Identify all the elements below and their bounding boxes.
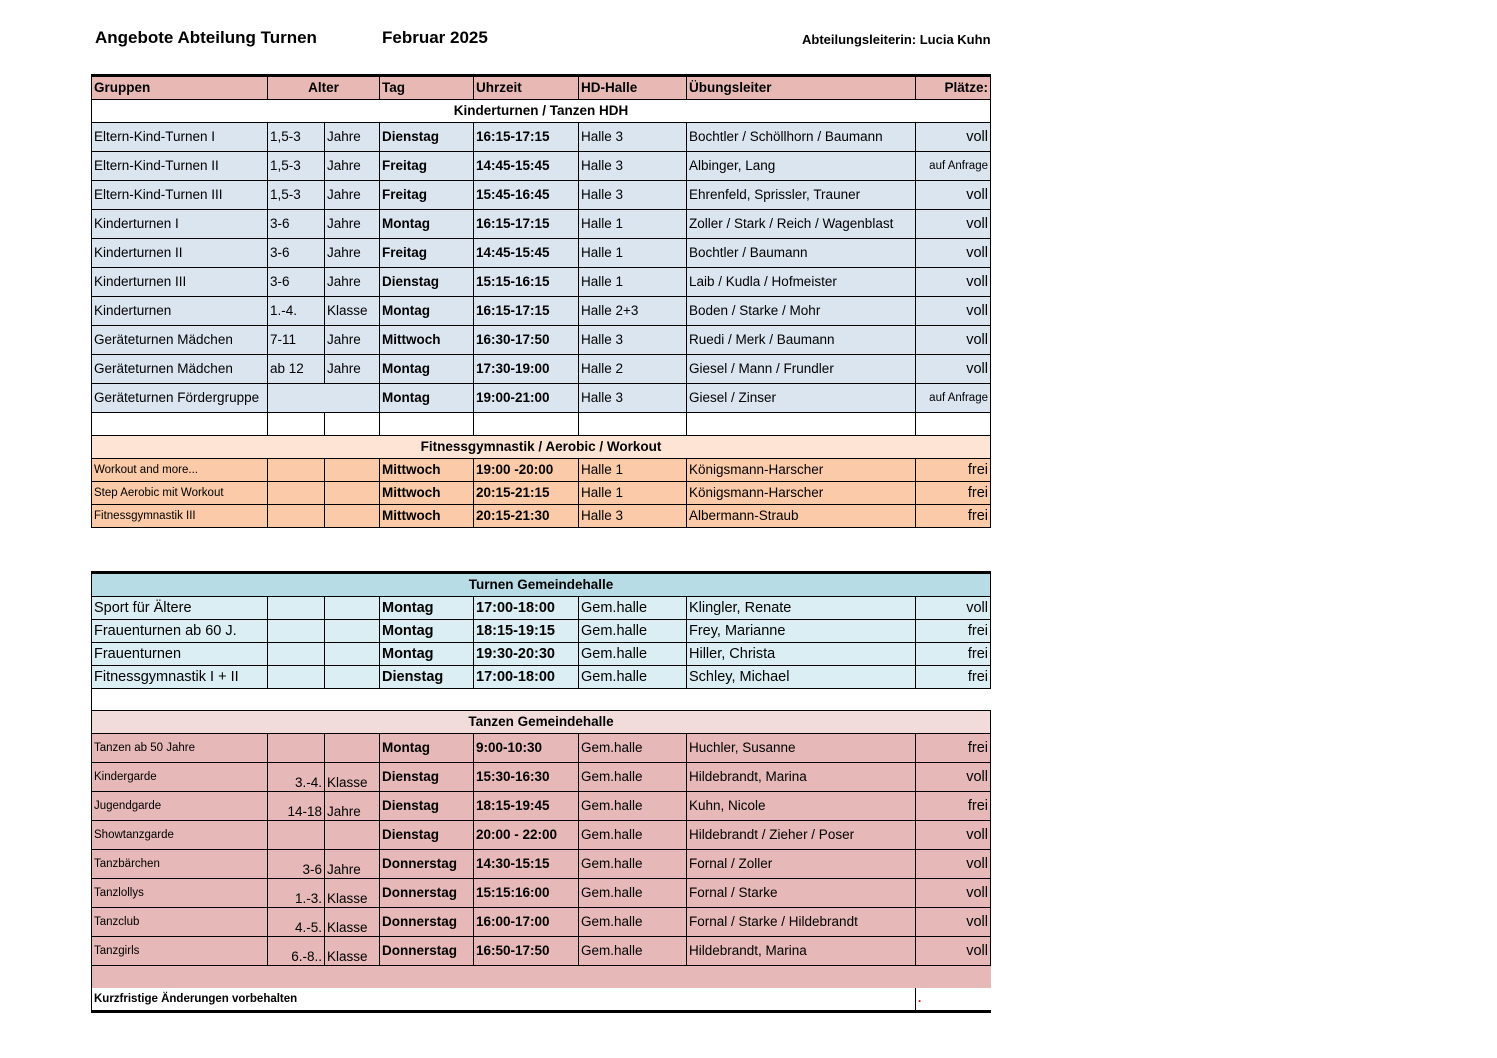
- section-header-row: [92, 573, 991, 597]
- weekday: Montag: [380, 210, 474, 239]
- availability: voll: [916, 908, 991, 937]
- group-name: Geräteturnen Mädchen: [92, 355, 268, 384]
- availability: frei: [916, 666, 991, 689]
- table-row: [92, 355, 991, 384]
- group-name: Showtanzgarde: [92, 821, 268, 850]
- instructor: Boden / Starke / Mohr: [687, 297, 916, 326]
- page-title: Angebote Abteilung Turnen: [95, 28, 317, 47]
- table-header-row: [92, 76, 991, 100]
- availability: voll: [916, 210, 991, 239]
- table-row: [92, 326, 991, 355]
- group-name: Sport für Ältere: [92, 597, 268, 620]
- weekday: Freitag: [380, 239, 474, 268]
- group-name: Tanzen ab 50 Jahre: [92, 734, 268, 763]
- instructor: Kuhn, Nicole: [687, 792, 916, 821]
- availability: frei: [916, 792, 991, 821]
- hall: Gem.halle: [579, 792, 687, 821]
- availability: auf Anfrage: [916, 384, 991, 413]
- availability: voll: [916, 268, 991, 297]
- age-range: [268, 643, 325, 666]
- instructor: Königsmann-Harscher: [687, 459, 916, 482]
- spacer-cell: [92, 966, 991, 989]
- hall: Gem.halle: [579, 666, 687, 689]
- section-header-row: [92, 711, 991, 734]
- section-title-kinderturnen: Kinderturnen / Tanzen HDH: [92, 100, 991, 123]
- instructor: Bochtler / Schöllhorn / Baumann: [687, 123, 916, 152]
- time-slot: 15:30-16:30: [474, 763, 579, 792]
- weekday: Mittwoch: [380, 326, 474, 355]
- age-unit: Jahre: [325, 792, 380, 821]
- instructor: Frey, Marianne: [687, 620, 916, 643]
- hall: Halle 3: [579, 181, 687, 210]
- time-slot: 20:15-21:15: [474, 482, 579, 505]
- col-header-tag: Tag: [380, 76, 474, 100]
- age-unit: Klasse: [325, 879, 380, 908]
- group-name: Eltern-Kind-Turnen II: [92, 152, 268, 181]
- time-slot: 14:30-15:15: [474, 850, 579, 879]
- col-header-alter: Alter: [268, 76, 380, 100]
- group-name: Kindergarde: [92, 763, 268, 792]
- weekday: Donnerstag: [380, 937, 474, 966]
- availability: voll: [916, 123, 991, 152]
- age-range: 3-6: [268, 239, 325, 268]
- footer-row: [92, 988, 991, 1012]
- hall: Halle 2: [579, 355, 687, 384]
- hall: Halle 3: [579, 505, 687, 528]
- weekday: Mittwoch: [380, 459, 474, 482]
- time-slot: 17:00-18:00: [474, 666, 579, 689]
- instructor: Albermann-Straub: [687, 505, 916, 528]
- age-range: ab 12: [268, 355, 325, 384]
- group-name: Kinderturnen I: [92, 210, 268, 239]
- group-name: Geräteturnen Mädchen: [92, 326, 268, 355]
- hall: Halle 3: [579, 384, 687, 413]
- empty-cell: [325, 413, 380, 436]
- weekday: Montag: [380, 297, 474, 326]
- table-row: [92, 620, 991, 643]
- age-range: 6.-8..: [268, 937, 325, 966]
- empty-cell: [916, 413, 991, 436]
- age-unit: [325, 734, 380, 763]
- availability: voll: [916, 937, 991, 966]
- hall: Halle 1: [579, 210, 687, 239]
- availability: voll: [916, 597, 991, 620]
- weekday: Mittwoch: [380, 505, 474, 528]
- availability: voll: [916, 181, 991, 210]
- weekday: Montag: [380, 734, 474, 763]
- group-name: Kinderturnen III: [92, 268, 268, 297]
- time-slot: 16:00-17:00: [474, 908, 579, 937]
- table-row: [92, 482, 991, 505]
- empty-cell: [687, 413, 916, 436]
- weekday: Dienstag: [380, 821, 474, 850]
- availability: voll: [916, 763, 991, 792]
- group-name: Workout and more...: [92, 459, 268, 482]
- age-range: 3-6: [268, 850, 325, 879]
- weekday: Donnerstag: [380, 850, 474, 879]
- availability: frei: [916, 643, 991, 666]
- availability: voll: [916, 355, 991, 384]
- age-unit: Klasse: [325, 763, 380, 792]
- schedule-table-hdh: [91, 74, 991, 528]
- instructor: Bochtler / Baumann: [687, 239, 916, 268]
- age-unit: Jahre: [325, 152, 380, 181]
- spacer-row: [92, 689, 991, 711]
- hall: Halle 3: [579, 326, 687, 355]
- table-row: [92, 879, 991, 908]
- instructor: Klingler, Renate: [687, 597, 916, 620]
- table-row: [92, 908, 991, 937]
- instructor: Huchler, Susanne: [687, 734, 916, 763]
- instructor: Laib / Kudla / Hofmeister: [687, 268, 916, 297]
- schedule-table-gemeindehalle: [91, 571, 991, 1013]
- hall: Gem.halle: [579, 734, 687, 763]
- department-lead: Abteilungsleiterin: Lucia Kuhn: [802, 32, 991, 47]
- hall: Halle 3: [579, 152, 687, 181]
- age-unit: Klasse: [325, 908, 380, 937]
- weekday: Donnerstag: [380, 908, 474, 937]
- table-row: [92, 181, 991, 210]
- table-row: [92, 123, 991, 152]
- table-row: [92, 459, 991, 482]
- group-name: Tanzbärchen: [92, 850, 268, 879]
- age-unit: Jahre: [325, 123, 380, 152]
- weekday: Dienstag: [380, 666, 474, 689]
- weekday: Freitag: [380, 152, 474, 181]
- age-unit: Jahre: [325, 181, 380, 210]
- time-slot: 9:00-10:30: [474, 734, 579, 763]
- weekday: Freitag: [380, 181, 474, 210]
- age-range: 7-11: [268, 326, 325, 355]
- weekday: Mittwoch: [380, 482, 474, 505]
- instructor: Hildebrandt, Marina: [687, 763, 916, 792]
- month-label: Februar 2025: [382, 28, 488, 47]
- instructor: Schley, Michael: [687, 666, 916, 689]
- age-range: [268, 459, 325, 482]
- group-name: Geräteturnen Fördergruppe: [92, 384, 268, 413]
- hall: Gem.halle: [579, 643, 687, 666]
- availability: voll: [916, 326, 991, 355]
- time-slot: 18:15-19:15: [474, 620, 579, 643]
- group-name: Tanzlollys: [92, 879, 268, 908]
- section-title-fitness: Fitnessgymnastik / Aerobic / Workout: [92, 436, 991, 459]
- col-header-uhrzeit: Uhrzeit: [474, 76, 579, 100]
- age-range: [268, 505, 325, 528]
- availability: frei: [916, 505, 991, 528]
- weekday: Montag: [380, 620, 474, 643]
- age-unit: Jahre: [325, 268, 380, 297]
- group-name: Eltern-Kind-Turnen III: [92, 181, 268, 210]
- age-unit: [325, 597, 380, 620]
- table-row: [92, 384, 991, 413]
- group-name: Tanzclub: [92, 908, 268, 937]
- availability: voll: [916, 821, 991, 850]
- instructor: Zoller / Stark / Reich / Wagenblast: [687, 210, 916, 239]
- age-unit: Klasse: [325, 937, 380, 966]
- weekday: Montag: [380, 643, 474, 666]
- age-range: 3-6: [268, 268, 325, 297]
- hall: Gem.halle: [579, 597, 687, 620]
- footer-note: Kurzfristige Änderungen vorbehalten: [92, 988, 916, 1012]
- age-range: 3.-4.: [268, 763, 325, 792]
- time-slot: 19:00 -20:00: [474, 459, 579, 482]
- weekday: Dienstag: [380, 123, 474, 152]
- group-name: Kinderturnen II: [92, 239, 268, 268]
- age-range: 1,5-3: [268, 181, 325, 210]
- availability: frei: [916, 482, 991, 505]
- age-range: 3-6: [268, 210, 325, 239]
- age-range: [268, 620, 325, 643]
- section-header-row: [92, 436, 991, 459]
- age-unit: [325, 505, 380, 528]
- empty-cell: [579, 413, 687, 436]
- age-unit: [325, 643, 380, 666]
- time-slot: 16:50-17:50: [474, 937, 579, 966]
- empty-cell: [92, 413, 268, 436]
- time-slot: 19:00-21:00: [474, 384, 579, 413]
- instructor: Fornal / Zoller: [687, 850, 916, 879]
- weekday: Donnerstag: [380, 879, 474, 908]
- table-row: [92, 239, 991, 268]
- instructor: Giesel / Zinser: [687, 384, 916, 413]
- group-name: Jugendgarde: [92, 792, 268, 821]
- table-row: [92, 763, 991, 792]
- age-range: [268, 482, 325, 505]
- weekday: Dienstag: [380, 763, 474, 792]
- instructor: Hiller, Christa: [687, 643, 916, 666]
- table-row: [92, 937, 991, 966]
- age-unit: [325, 821, 380, 850]
- empty-row: [92, 413, 991, 436]
- weekday: Dienstag: [380, 792, 474, 821]
- empty-cell: [268, 413, 325, 436]
- time-slot: 16:15-17:15: [474, 297, 579, 326]
- instructor: Königsmann-Harscher: [687, 482, 916, 505]
- age-unit: Klasse: [325, 297, 380, 326]
- time-slot: 16:15-17:15: [474, 123, 579, 152]
- time-slot: 20:00 - 22:00: [474, 821, 579, 850]
- age-range: 1,5-3: [268, 152, 325, 181]
- hall: Halle 1: [579, 459, 687, 482]
- col-header-halle: HD-Halle: [579, 76, 687, 100]
- empty-cell: [380, 413, 474, 436]
- availability: voll: [916, 850, 991, 879]
- instructor: Ruedi / Merk / Baumann: [687, 326, 916, 355]
- group-name: Fitnessgymnastik III: [92, 505, 268, 528]
- col-header-leiter: Übungsleiter: [687, 76, 916, 100]
- table-row: [92, 210, 991, 239]
- group-name: Eltern-Kind-Turnen I: [92, 123, 268, 152]
- instructor: Hildebrandt / Zieher / Poser: [687, 821, 916, 850]
- age-unit: Jahre: [325, 326, 380, 355]
- age-range: [268, 666, 325, 689]
- instructor: Albinger, Lang: [687, 152, 916, 181]
- table-row: [92, 505, 991, 528]
- availability: voll: [916, 239, 991, 268]
- section-header-row: [92, 100, 991, 123]
- spacer-row: [92, 966, 991, 989]
- footer-mark: .: [916, 988, 991, 1012]
- availability: frei: [916, 459, 991, 482]
- age-unit: Jahre: [325, 239, 380, 268]
- age-unit: [325, 620, 380, 643]
- hall: Gem.halle: [579, 908, 687, 937]
- availability: frei: [916, 734, 991, 763]
- age-range: [268, 597, 325, 620]
- age-unit: [325, 666, 380, 689]
- table-row: [92, 850, 991, 879]
- section-title-tanzen-gemeindehalle: Tanzen Gemeindehalle: [92, 711, 991, 734]
- group-name: Frauenturnen: [92, 643, 268, 666]
- hall: Halle 1: [579, 268, 687, 297]
- time-slot: 16:15-17:15: [474, 210, 579, 239]
- hall: Gem.halle: [579, 879, 687, 908]
- age-range: 1,5-3: [268, 123, 325, 152]
- table-row: [92, 597, 991, 620]
- table-row: [92, 821, 991, 850]
- age-range: 14-18: [268, 792, 325, 821]
- group-name: Tanzgirls: [92, 937, 268, 966]
- time-slot: 16:30-17:50: [474, 326, 579, 355]
- hall: Halle 1: [579, 239, 687, 268]
- age-range: [268, 734, 325, 763]
- age-unit: Jahre: [325, 355, 380, 384]
- availability: frei: [916, 620, 991, 643]
- age-range: 1.-4.: [268, 297, 325, 326]
- spacer-cell: [92, 689, 991, 711]
- instructor: Giesel / Mann / Frundler: [687, 355, 916, 384]
- age-unit: [325, 482, 380, 505]
- availability: voll: [916, 879, 991, 908]
- section-title-turnen-gemeindehalle: Turnen Gemeindehalle: [92, 573, 991, 597]
- age-unit: [325, 459, 380, 482]
- time-slot: 15:15:16:00: [474, 879, 579, 908]
- hall: Gem.halle: [579, 620, 687, 643]
- col-header-gruppen: Gruppen: [92, 76, 268, 100]
- hall: Halle 1: [579, 482, 687, 505]
- group-name: Step Aerobic mit Workout: [92, 482, 268, 505]
- instructor: Hildebrandt, Marina: [687, 937, 916, 966]
- weekday: Montag: [380, 355, 474, 384]
- hall: Gem.halle: [579, 763, 687, 792]
- table-row: [92, 643, 991, 666]
- weekday: Montag: [380, 597, 474, 620]
- instructor: Ehrenfeld, Sprissler, Trauner: [687, 181, 916, 210]
- instructor: Fornal / Starke: [687, 879, 916, 908]
- group-name: Fitnessgymnastik I + II: [92, 666, 268, 689]
- hall: Gem.halle: [579, 821, 687, 850]
- time-slot: 18:15-19:45: [474, 792, 579, 821]
- age-unit: Jahre: [325, 850, 380, 879]
- time-slot: 15:45-16:45: [474, 181, 579, 210]
- time-slot: 15:15-16:15: [474, 268, 579, 297]
- empty-cell: [474, 413, 579, 436]
- time-slot: 14:45-15:45: [474, 239, 579, 268]
- hall: Gem.halle: [579, 937, 687, 966]
- availability: voll: [916, 297, 991, 326]
- table-row: [92, 268, 991, 297]
- group-name: Kinderturnen: [92, 297, 268, 326]
- table-row: [92, 666, 991, 689]
- time-slot: 17:30-19:00: [474, 355, 579, 384]
- weekday: Dienstag: [380, 268, 474, 297]
- age-range: [268, 384, 380, 413]
- table-row: [92, 792, 991, 821]
- table-row: [92, 152, 991, 181]
- instructor: Fornal / Starke / Hildebrandt: [687, 908, 916, 937]
- weekday: Montag: [380, 384, 474, 413]
- time-slot: 14:45-15:45: [474, 152, 579, 181]
- hall: Gem.halle: [579, 850, 687, 879]
- age-range: 4.-5.: [268, 908, 325, 937]
- table-row: [92, 734, 991, 763]
- table-row: [92, 297, 991, 326]
- age-range: 1.-3.: [268, 879, 325, 908]
- age-range: [268, 821, 325, 850]
- hall: Halle 2+3: [579, 297, 687, 326]
- age-unit: Jahre: [325, 210, 380, 239]
- hall: Halle 3: [579, 123, 687, 152]
- col-header-plaetze: Plätze:: [916, 76, 991, 100]
- availability: auf Anfrage: [916, 152, 991, 181]
- time-slot: 19:30-20:30: [474, 643, 579, 666]
- time-slot: 20:15-21:30: [474, 505, 579, 528]
- group-name: Frauenturnen ab 60 J.: [92, 620, 268, 643]
- time-slot: 17:00-18:00: [474, 597, 579, 620]
